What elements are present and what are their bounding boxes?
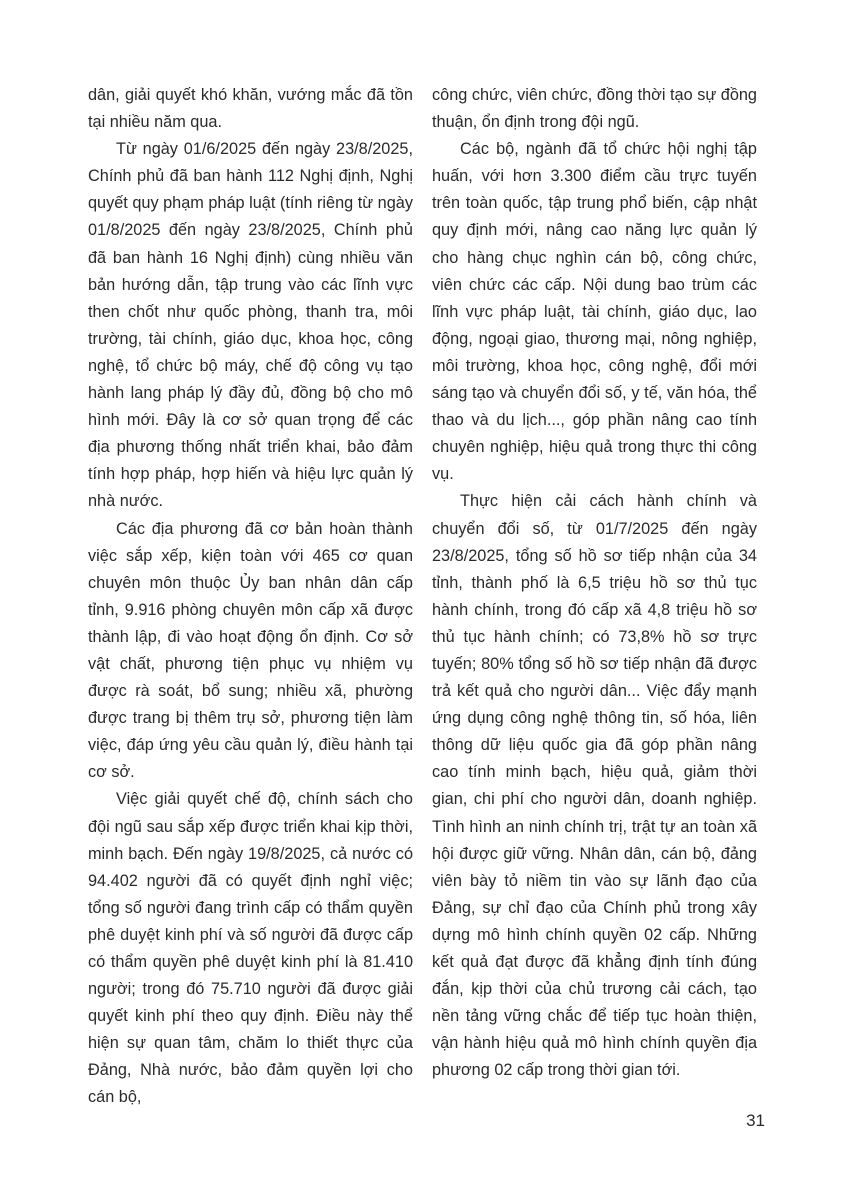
paragraph: Thực hiện cải cách hành chính và chuyển đổi số, từ 01/7/2025 đến ngày 23/8/2025, tổng số hồ sơ tiếp nhận của 34 tỉnh, thành phố là 6,5 triệu hồ sơ thủ tục hành chính, trong đó cấp xã 4,8 triệu hồ sơ thủ tục hành chính; có 73,8% hồ sơ trực tuyến; 80% tổng số hồ sơ tiếp nhận đã được trả kết quả cho người dân... Việc đẩy mạnh ứng dụng công nghệ thông tin, số hóa, liên thông dữ liệu quốc gia đã góp phần nâng cao tính minh bạch, hiệu quả, giảm thời gian, chi phí cho người dân, doanh nghiệp. Tình hình an ninh chính trị, trật tự an toàn xã hội được giữ vững. Nhân dân, cán bộ, đảng viên bày tỏ niềm tin vào sự lãnh đạo của Đảng, sự chỉ đạo của Chính phủ trong xây dựng mô hình chính quyền 02 cấp. Những kết quả đạt được đã khẳng định tính đúng đắn, kịp thời của chủ trương cải cách, tạo nền tảng vững chắc để tiếp tục hoàn thiện, vận hành hiệu quả mô hình chính quyền địa phương 02 cấp trong thời gian tới.: [432, 492, 757, 1080]
page-number: 31: [746, 1111, 765, 1130]
right-column: [432, 82, 757, 1084]
paragraph: dân, giải quyết khó khăn, vướng mắc đã tồn tại nhiều năm qua.: [88, 86, 413, 132]
paragraph: Việc giải quyết chế độ, chính sách cho đội ngũ sau sắp xếp được triển khai kịp thời, minh bạch. Đến ngày 19/8/2025, cả nước có 94.402 người đã có quyết định nghỉ việc; tổng số người đang trình cấp có thẩm quyền phê duyệt kinh phí và số người đã được cấp có thẩm quyền phê duyệt kinh phí là 81.410 người; trong đó 75.710 người đã được giải quyết kinh phí theo quy định. Điều này thể hiện sự quan tâm, chăm lo thiết thực của Đảng, Nhà nước, bảo đảm quyền lợi cho cán bộ,: [88, 790, 413, 1107]
paragraph: Từ ngày 01/6/2025 đến ngày 23/8/2025, Chính phủ đã ban hành 112 Nghị định, Nghị quyết quy phạm pháp luật (tính riêng từ ngày 01/8/2025 đến ngày 23/8/2025, Chính phủ đã ban hành 16 Nghị định) cùng nhiều văn bản hướng dẫn, tập trung vào các lĩnh vực then chốt như quốc phòng, thanh tra, môi trường, tài chính, giáo dục, khoa học, công nghệ, tổ chức bộ máy, chế độ công vụ tạo hành lang pháp lý đầy đủ, đồng bộ cho mô hình mới. Đây là cơ sở quan trọng để các địa phương thống nhất triển khai, bảo đảm tính hợp pháp, hợp hiến và hiệu lực quản lý nhà nước.: [88, 140, 413, 511]
left-column: [88, 82, 413, 1112]
paragraph: công chức, viên chức, đồng thời tạo sự đồng thuận, ổn định trong đội ngũ.: [432, 86, 757, 132]
paragraph: Các địa phương đã cơ bản hoàn thành việc sắp xếp, kiện toàn với 465 cơ quan chuyên môn thuộc Ủy ban nhân dân cấp tỉnh, 9.916 phòng chuyên môn cấp xã được thành lập, đi vào hoạt động ổn định. Cơ sở vật chất, phương tiện phục vụ nhiệm vụ được rà soát, bổ sung; nhiều xã, phường được trang bị thêm trụ sở, phương tiện làm việc, đáp ứng yêu cầu quản lý, điều hành tại cơ sở.: [88, 519, 413, 782]
paragraph: Các bộ, ngành đã tổ chức hội nghị tập huấn, với hơn 3.300 điểm cầu trực tuyến trên toàn quốc, tập trung phổ biến, cập nhật quy định mới, nâng cao năng lực quản lý cho hàng chục nghìn cán bộ, công chức, viên chức các cấp. Nội dung bao trùm các lĩnh vực pháp luật, tài chính, giáo dục, lao động, ngoại giao, thương mại, nông nghiệp, môi trường, khoa học, công nghệ, đổi mới sáng tạo và chuyển đổi số, y tế, văn hóa, thể thao và du lịch..., góp phần nâng cao tính chuyên nghiệp, hiệu quả trong thực thi công vụ.: [432, 140, 757, 484]
